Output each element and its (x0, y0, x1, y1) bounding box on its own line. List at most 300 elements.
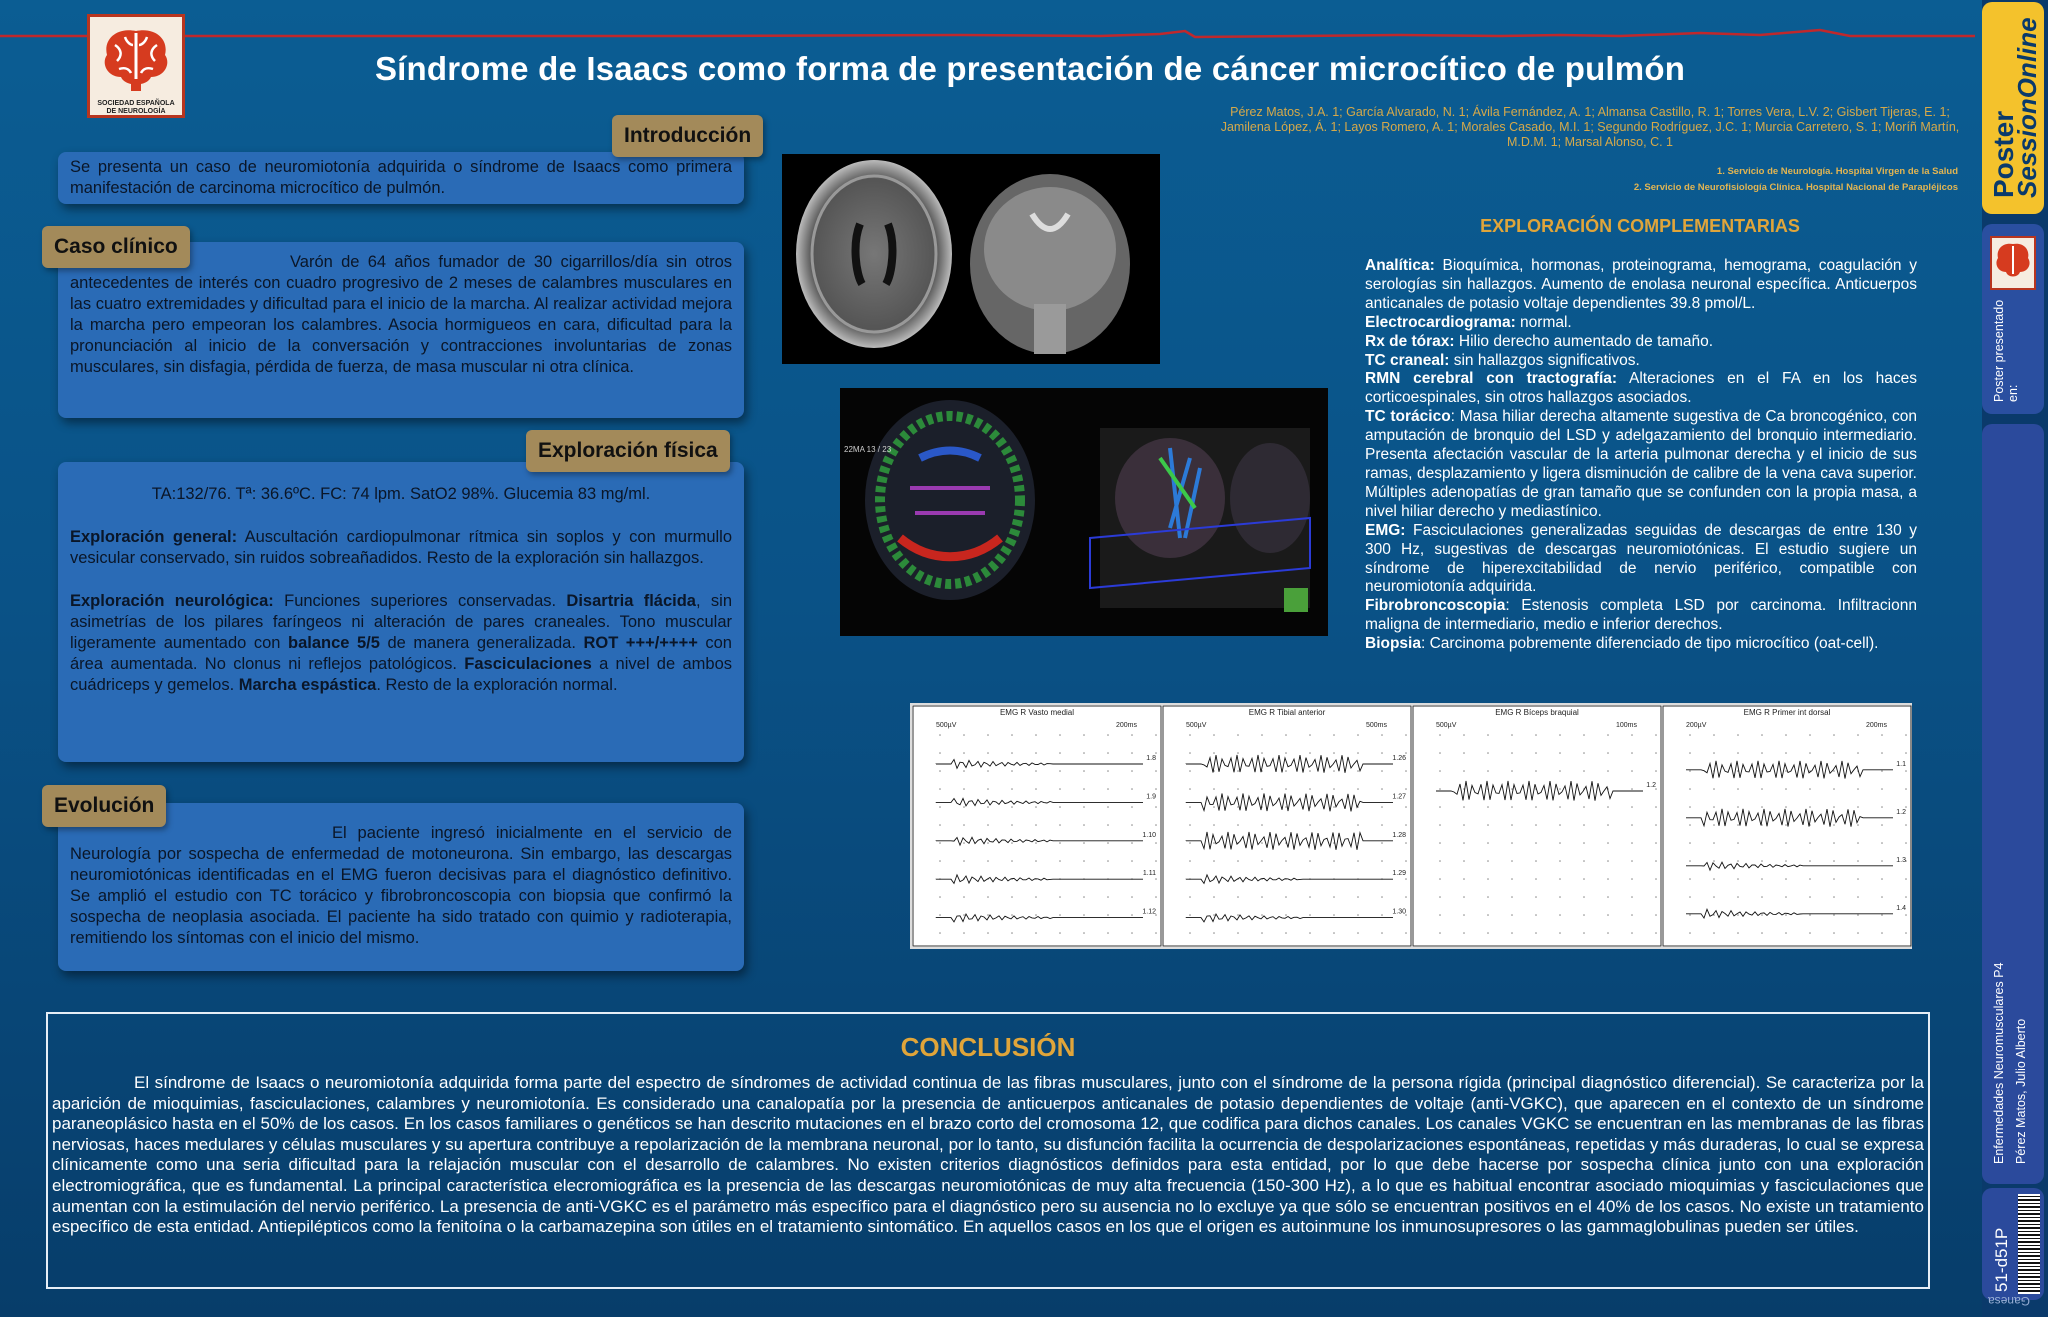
emg-grid-dot (1857, 824, 1859, 826)
emg-grid-dot (1285, 824, 1287, 826)
emg-amplitude-scale: 500µV (936, 722, 957, 729)
emg-grid-dot (1631, 842, 1633, 844)
emg-time-scale: 200ms (1866, 722, 1888, 729)
emg-grid-dot (1381, 752, 1383, 754)
emg-grid-dot (1713, 860, 1715, 862)
emg-grid-dot (1237, 734, 1239, 736)
emg-grid-dot (987, 770, 989, 772)
emg-grid-dot (1035, 842, 1037, 844)
emg-grid-dot (1463, 896, 1465, 898)
emg-grid-dot (1237, 896, 1239, 898)
emg-grid-dot (1405, 896, 1407, 898)
emg-grid-dot (1439, 914, 1441, 916)
emg-grid-dot (1857, 860, 1859, 862)
emg-grid-dot (939, 806, 941, 808)
emg-grid-dot (1689, 878, 1691, 880)
emg-grid-dot (1083, 914, 1085, 916)
emg-grid-dot (1737, 752, 1739, 754)
emg-grid-dot (1905, 824, 1907, 826)
emg-grid-dot (1487, 878, 1489, 880)
emg-grid-dot (1285, 914, 1287, 916)
emg-grid-dot (1761, 806, 1763, 808)
emg-grid-dot (1333, 860, 1335, 862)
emg-trace (1186, 832, 1393, 850)
emg-time-scale: 100ms (1616, 722, 1638, 729)
emg-grid-dot (1511, 932, 1513, 934)
emg-grid-dot (1155, 770, 1157, 772)
emg-grid-dot (1035, 734, 1037, 736)
introduction-heading: Introducción (612, 115, 763, 157)
emg-grid-dot (1381, 932, 1383, 934)
emg-grid-dot (963, 824, 965, 826)
emg-trace (936, 837, 1143, 845)
emg-grid-dot (1487, 734, 1489, 736)
emg-grid-dot (1155, 788, 1157, 790)
emg-grid-dot (1285, 806, 1287, 808)
neuro-bold-2: balance 5/5 (288, 634, 380, 652)
emg-grid-dot (1059, 860, 1061, 862)
emg-grid-dot (1131, 932, 1133, 934)
emg-grid-dot (1357, 734, 1359, 736)
emg-grid-dot (1309, 752, 1311, 754)
emg-grid-dot (1511, 878, 1513, 880)
emg-grid-dot (1511, 734, 1513, 736)
complementary-item (1365, 635, 1917, 654)
emg-grid-dot (1833, 824, 1835, 826)
sen-logo (87, 14, 185, 118)
emg-grid-dot (1487, 770, 1489, 772)
complementary-item-text: sin hallazgos significativos. (1449, 351, 1640, 369)
emg-panel-title: EMG R Primer int dorsal (1743, 708, 1831, 717)
emg-grid-dot (1689, 806, 1691, 808)
emg-grid-dot (1439, 824, 1441, 826)
emg-trace (936, 760, 1143, 769)
emg-grid-dot (1237, 932, 1239, 934)
emg-grid-dot (1607, 770, 1609, 772)
emg-grid-dot (1905, 752, 1907, 754)
emg-grid-dot (1809, 788, 1811, 790)
emg-grid-dot (1261, 932, 1263, 934)
emg-grid-dot (1809, 842, 1811, 844)
emg-grid-dot (1155, 752, 1157, 754)
emg-grid-dot (1189, 842, 1191, 844)
emg-grid-dot (1035, 914, 1037, 916)
emg-grid-dot (1655, 770, 1657, 772)
emg-grid-dot (1285, 752, 1287, 754)
emg-grid-dot (1405, 842, 1407, 844)
emg-grid-dot (1737, 788, 1739, 790)
emg-grid-dot (1737, 824, 1739, 826)
brand-poster: Poster (1988, 110, 2019, 198)
emg-grid-dot (1785, 770, 1787, 772)
emg-grid-dot (1107, 842, 1109, 844)
session-name: Enfermedades Neuromusculares P4 (1992, 962, 2006, 1164)
mri-brain-images (782, 154, 1160, 364)
emg-trace (936, 914, 1143, 922)
emg-grid-dot (1881, 824, 1883, 826)
decorative-red-line (0, 28, 1975, 48)
emg-grid-dot (1189, 752, 1191, 754)
emg-grid-dot (1785, 914, 1787, 916)
neuro-exam-label: Exploración neurológica: (70, 592, 274, 610)
complementary-item (1365, 314, 1917, 333)
emg-grid-dot (1655, 806, 1657, 808)
emg-grid-dot (1713, 824, 1715, 826)
emg-grid-dot (1809, 734, 1811, 736)
emg-grid-dot (1011, 842, 1013, 844)
emg-grid-dot (1189, 932, 1191, 934)
poster-title: Síndrome de Isaacs como forma de presentación de cáncer microcítico de pulmón (374, 50, 1686, 87)
complementary-item-label: TC craneal: (1365, 351, 1450, 369)
emg-grid-dot (1905, 914, 1907, 916)
emg-grid-dot (1607, 914, 1609, 916)
emg-grid-dot (1011, 860, 1013, 862)
emg-grid-dot (1035, 770, 1037, 772)
emg-grid-dot (1881, 752, 1883, 754)
emg-trace (936, 875, 1143, 884)
emg-grid-dot (1011, 788, 1013, 790)
emg-grid-dot (1785, 896, 1787, 898)
emg-grid-dot (1631, 770, 1633, 772)
emg-grid-dot (1035, 788, 1037, 790)
emg-grid-dot (1559, 842, 1561, 844)
emg-grid-dot (1689, 752, 1691, 754)
emg-grid-dot (1261, 824, 1263, 826)
emg-grid-dot (1583, 734, 1585, 736)
emg-grid-dot (1607, 806, 1609, 808)
emg-grid-dot (1761, 860, 1763, 862)
emg-grid-dot (1463, 734, 1465, 736)
emg-grid-dot (1583, 806, 1585, 808)
emg-grid-dot (1309, 788, 1311, 790)
emg-grid-dot (1011, 806, 1013, 808)
complementary-item-label: EMG: (1365, 521, 1406, 539)
complementary-item (1365, 597, 1917, 635)
emg-grid-dot (1607, 878, 1609, 880)
neuro-bold-3: ROT +++/++++ (583, 634, 698, 652)
emg-grid-dot (1607, 842, 1609, 844)
emg-grid-dot (1785, 788, 1787, 790)
neuro-text-2: , sin asimetrías de los pilares faríngeos ni alteración de pares craneales. Tono muscular ligeramente aumentado con (70, 592, 732, 652)
emg-grid-dot (987, 788, 989, 790)
barcode (2018, 1194, 2040, 1294)
neuro-bold-5: Marcha espástica (238, 676, 377, 694)
emg-grid-dot (987, 932, 989, 934)
session-card (1982, 424, 2044, 1184)
emg-grid-dot (1737, 842, 1739, 844)
emg-grid-dot (1107, 806, 1109, 808)
emg-grid-dot (963, 914, 965, 916)
emg-grid-dot (1083, 734, 1085, 736)
emg-grid-dot (1155, 932, 1157, 934)
emg-trace-label: 1.12 (1142, 908, 1156, 916)
emg-grid-dot (1559, 932, 1561, 934)
emg-grid-dot (1381, 770, 1383, 772)
emg-grid-dot (1285, 932, 1287, 934)
emg-grid-dot (1213, 914, 1215, 916)
emg-grid-dot (1535, 914, 1537, 916)
emg-grid-dot (987, 896, 989, 898)
emg-grid-dot (1809, 752, 1811, 754)
case-heading: Caso clínico (42, 226, 190, 268)
emg-grid-dot (1035, 932, 1037, 934)
emg-grid-dot (1761, 914, 1763, 916)
emg-grid-dot (1405, 734, 1407, 736)
emg-grid-dot (1059, 824, 1061, 826)
emg-grid-dot (1689, 914, 1691, 916)
emg-grid-dot (1059, 752, 1061, 754)
emg-grid-dot (1131, 752, 1133, 754)
emg-grid-dot (1761, 878, 1763, 880)
emg-grid-dot (1881, 788, 1883, 790)
emg-grid-dot (1083, 932, 1085, 934)
emg-grid-dot (1059, 770, 1061, 772)
emg-grid-dot (1309, 734, 1311, 736)
emg-grid-dot (1439, 734, 1441, 736)
emg-grid-dot (1285, 734, 1287, 736)
emg-grid-dot (1583, 914, 1585, 916)
emg-grid-dot (1439, 788, 1441, 790)
emg-grid-dot (1059, 896, 1061, 898)
emg-trace-label: 1.1 (1896, 760, 1906, 768)
emg-grid-dot (1631, 932, 1633, 934)
emg-grid-dot (1559, 878, 1561, 880)
evolution-box (58, 803, 744, 971)
emg-panel (1412, 705, 1662, 947)
emg-grid-dot (1155, 878, 1157, 880)
emg-grid-dot (1155, 734, 1157, 736)
general-exam-paragraph (70, 527, 732, 569)
emg-grid-dot (1463, 860, 1465, 862)
emg-grid-dot (963, 770, 965, 772)
emg-grid-dot (1713, 878, 1715, 880)
emg-grid-dot (1631, 896, 1633, 898)
complementary-item (1365, 352, 1917, 371)
emg-grid-dot (1131, 770, 1133, 772)
emg-grid-dot (1535, 752, 1537, 754)
emg-grid-dot (1213, 734, 1215, 736)
emg-grid-dot (1905, 842, 1907, 844)
emg-grid-dot (1857, 842, 1859, 844)
emg-grid-dot (1737, 932, 1739, 934)
emg-grid-dot (963, 860, 965, 862)
neuro-text-6: . Resto de la exploración normal. (376, 676, 618, 694)
emg-grid-dot (1463, 752, 1465, 754)
emg-grid-dot (1857, 932, 1859, 934)
emg-grid-dot (1261, 788, 1263, 790)
emg-grid-dot (1107, 788, 1109, 790)
logo-text-2: DE NEUROLOGÍA (106, 108, 166, 115)
emg-grid-dot (1237, 770, 1239, 772)
evolution-text: El paciente ingresó inicialmente en el servicio de Neurología por sospecha de enfermedad de motoneurona. Sin embargo, las descargas neuromiotónicas identificadas en el EMG fueron decisivas para el diagnóstico definitivo. Se amplió el estudio con TC torácico y fibrobroncoscopia con biopsia que confirmó la sospecha de neoplasia asociada. El paciente ha sido tratado con quimio y radioterapia, remitiendo los síntomas con el inicio del mismo. (70, 824, 732, 947)
emg-grid-dot (1857, 752, 1859, 754)
emg-grid-dot (1405, 788, 1407, 790)
emg-grid-dot (1655, 734, 1657, 736)
emg-grid-dot (1761, 932, 1763, 934)
emg-grid-dot (1439, 878, 1441, 880)
emg-grid-dot (1213, 842, 1215, 844)
emg-grid-dot (1213, 896, 1215, 898)
emg-grid-dot (1689, 788, 1691, 790)
neuro-exam-paragraph (70, 591, 732, 696)
emg-grid-dot (1381, 914, 1383, 916)
emg-grid-dot (1131, 914, 1133, 916)
general-exam-label: Exploración general: (70, 528, 238, 546)
emg-grid-dot (1713, 842, 1715, 844)
complementary-item-text: : Carcinoma pobremente diferenciado de tipo microcítico (oat-cell). (1420, 635, 1879, 653)
emg-grid-dot (1405, 806, 1407, 808)
emg-grid-dot (1631, 788, 1633, 790)
emg-grid-dot (1905, 788, 1907, 790)
session-author: Pérez Matos, Julio Alberto (2014, 1018, 2028, 1164)
emg-amplitude-scale: 200µV (1686, 722, 1707, 729)
emg-grid-dot (1583, 896, 1585, 898)
emg-grid-dot (987, 806, 989, 808)
emg-trace-label: 1.29 (1392, 870, 1406, 878)
emg-grid-dot (1655, 896, 1657, 898)
emg-grid-dot (987, 914, 989, 916)
conclusion-heading: CONCLUSIÓN (900, 1032, 1076, 1062)
neuro-bold-4: Fasciculaciones (464, 655, 592, 673)
emg-grid-dot (1535, 806, 1537, 808)
emg-grid-dot (1155, 896, 1157, 898)
emg-grid-dot (939, 788, 941, 790)
emg-grid-dot (1261, 914, 1263, 916)
emg-grid-dot (1357, 932, 1359, 934)
emg-grid-dot (1487, 896, 1489, 898)
emg-grid-dot (1439, 842, 1441, 844)
neuro-bold-1: Disartria flácida (566, 592, 696, 610)
complementary-item (1365, 333, 1917, 352)
emg-trace (936, 798, 1143, 806)
emg-grid-dot (1107, 860, 1109, 862)
emg-grid-dot (1131, 734, 1133, 736)
emg-grid-dot (1631, 824, 1633, 826)
emg-grid-dot (1881, 842, 1883, 844)
poster-session-sidebar (1982, 0, 2048, 1317)
axial-mri-slice (796, 160, 952, 348)
emg-grid-dot (1463, 806, 1465, 808)
conclusion-text: El síndrome de Isaacs o neuromiotonía adquirida forma parte del espectro de síndromes de actividad continua de las fibras musculares, junto con el síndrome de la persona rígida (principal diagnóstico diferencial). Se caracteriza por la aparición de mioquimias, fasciculaciones, calambres y neuromiotonía. Es considerado una canalopatía por la presencia de anticuerpos anticanales de potasio dependientes de voltaje (anti-VGKC), que aparecen en el contexto de un síndrome paraneoplásico hasta en el 50% de los casos. En los casos familiares o genéticos se han descrito mutaciones en el brazo corto del cromosoma 12, que codifica para dichos canales. Los canales VGKC se encuentran en las membranas de las fibras nerviosas, haces medulares y células musculares y su apertura contribuye a repolarización de la membrana neuronal, por lo tanto, su disfunción facilita la ocurrencia de despolarizaciones espontáneas, repetidas y más duraderas, lo cual se expresa clínicamente como una seria dificultad para la relajación muscular con el desarrollo de calambres. No existen criterios diagnósticos definidos para esta entidad, por lo que debe hacerse por sospecha clínica junto con una exploración electromiográfica, que es fundamental. La principal característica elecromiográfica es la presencia de las descargas neuromiotónicas de muy alta frecuencia (150-300 Hz), a lo que es habitual encontrar asociado mioquimias y fasciculaciones que aumentan con la estimulación del nervio periférico. La presencia de anti-VGKC es el parámetro más específico para el diagnóstico pero su ausencia no lo excluye ya que sólo se encuentran positivos en el 40% de los casos. No existe un tratamiento específico de esta entidad. Antiepilépticos como la fenitoína o la carbamazepina son útiles en el tratamiento sintomático. En aquellos casos en los que el origen es autoinmune los inmunosupresores o las gammaglobulinas pueden ser útiles. (52, 1073, 1924, 1237)
emg-grid-dot (1809, 806, 1811, 808)
emg-grid-dot (1035, 896, 1037, 898)
emg-grid-dot (1261, 896, 1263, 898)
brain-logo-icon (97, 23, 175, 95)
emg-grid-dot (1439, 896, 1441, 898)
emg-grid-dot (1559, 788, 1561, 790)
emg-grid-dot (963, 734, 965, 736)
footer-brand: Ganesa (1988, 1294, 2031, 1308)
emg-grid-dot (1689, 842, 1691, 844)
emg-grid-dot (1857, 788, 1859, 790)
emg-amplitude-scale: 500µV (1186, 722, 1207, 729)
emg-grid-dot (1559, 770, 1561, 772)
emg-grid-dot (1405, 860, 1407, 862)
emg-grid-dot (1583, 932, 1585, 934)
emg-grid-dot (939, 896, 941, 898)
emg-grid-dot (1785, 878, 1787, 880)
emg-grid-dot (1809, 896, 1811, 898)
emg-grid-dot (1607, 734, 1609, 736)
emg-grid-dot (1357, 752, 1359, 754)
emg-grid-dot (1761, 896, 1763, 898)
emg-trace-label: 1.30 (1392, 908, 1406, 916)
emg-grid-dot (1011, 914, 1013, 916)
emg-grid-dot (1059, 734, 1061, 736)
emg-grid-dot (1881, 932, 1883, 934)
emg-grid-dot (1689, 770, 1691, 772)
emg-grid-dot (1189, 788, 1191, 790)
emg-grid-dot (1535, 842, 1537, 844)
emg-grid-dot (987, 824, 989, 826)
emg-panel-border (1163, 706, 1411, 946)
code-card (1982, 1188, 2044, 1300)
complementary-item-text: Bioquímica, hormonas, proteinograma, hemograma, coagulación y serologías sin hallazgos. Aumento de enolasa neuronal específica. Anticuerpos anticanales de potasio voltaje dependientes 39.8 pmol/L. (1365, 257, 1917, 312)
emg-grid-dot (1381, 842, 1383, 844)
emg-recordings (910, 703, 1912, 949)
emg-panel-title: EMG R Tibial anterior (1248, 708, 1326, 717)
emg-trace (1186, 755, 1393, 773)
emg-grid-dot (1713, 788, 1715, 790)
emg-grid-dot (1261, 734, 1263, 736)
emg-time-scale: 500ms (1366, 722, 1388, 729)
emg-grid-dot (1583, 878, 1585, 880)
emg-grid-dot (1905, 896, 1907, 898)
emg-grid-dot (1107, 824, 1109, 826)
emg-grid-dot (1655, 878, 1657, 880)
emg-grid-dot (1559, 806, 1561, 808)
conclusion-box (46, 1012, 1930, 1289)
emg-grid-dot (1737, 734, 1739, 736)
emg-grid-dot (1631, 806, 1633, 808)
emg-grid-dot (1511, 860, 1513, 862)
emg-grid-dot (1381, 860, 1383, 862)
emg-grid-dot (939, 914, 941, 916)
tractography-axial (865, 400, 1035, 600)
emg-grid-dot (1309, 860, 1311, 862)
emg-trace-label: 1.26 (1392, 755, 1406, 763)
emg-grid-dot (1333, 770, 1335, 772)
emg-grid-dot (1655, 914, 1657, 916)
emg-grid-dot (1333, 932, 1335, 934)
introduction-box (58, 152, 744, 204)
emg-grid-dot (1059, 914, 1061, 916)
emg-grid-dot (1857, 878, 1859, 880)
emg-grid-dot (1713, 752, 1715, 754)
emg-grid-dot (1713, 932, 1715, 934)
emg-trace (1186, 793, 1393, 811)
complementary-item-label: TC torácico (1365, 408, 1451, 426)
brand-session: SessionOnline (2012, 17, 2042, 198)
emg-trace (1186, 914, 1393, 922)
emg-grid-dot (1439, 806, 1441, 808)
introduction-text: Se presenta un caso de neuromiotonía adquirida o síndrome de Isaacs como primera manifestación de carcinoma microcítico de pulmón. (70, 158, 732, 197)
neuro-text-3: de manera generalizada. (379, 634, 584, 652)
emg-grid-dot (1189, 824, 1191, 826)
emg-grid-dot (1737, 878, 1739, 880)
emg-grid-dot (1607, 896, 1609, 898)
emg-grid-dot (1487, 806, 1489, 808)
emg-grid-dot (1213, 788, 1215, 790)
sen-small-logo (1990, 236, 2036, 290)
emg-grid-dot (1333, 734, 1335, 736)
emg-grid-dot (1833, 878, 1835, 880)
emg-grid-dot (1535, 734, 1537, 736)
emg-grid-dot (1905, 734, 1907, 736)
affiliation-1: 1. Servicio de Neurología. Hospital Virgen de la Salud (1716, 166, 1958, 177)
emg-grid-dot (1463, 914, 1465, 916)
emg-grid-dot (1905, 878, 1907, 880)
